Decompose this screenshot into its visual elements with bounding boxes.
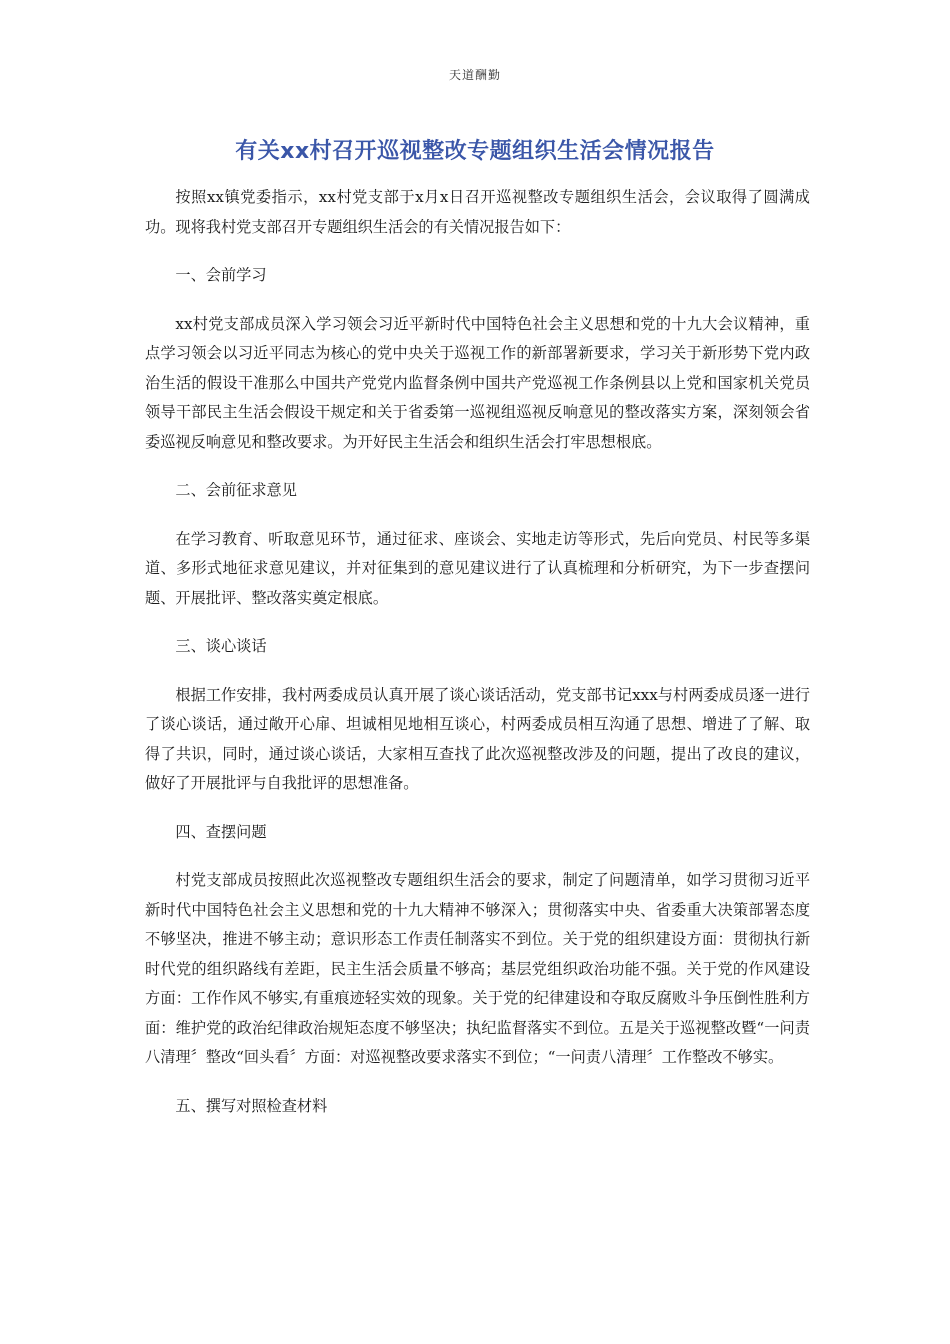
page-header: 天道酬勤 bbox=[448, 68, 501, 82]
section-body-2: 在学习教育、听取意见环节，通过征求、座谈会、实地走访等形式，先后向党员、村民等多渠道、多形式地征求意见建议，并对征集到的意见建议进行了认真梳理和分析研究，为下一步查摆问题、开展批评、整改落实奠定根底。 bbox=[145, 529, 810, 607]
intro-paragraph: 按照xx镇党委指示，xx村党支部于x月x日召开巡视整改专题组织生活会，会议取得了圆满成功。现将我村党支部召开专题组织生活会的有关情况报告如下： bbox=[145, 188, 810, 236]
section-body-4: 村党支部成员按照此次巡视整改专题组织生活会的要求，制定了问题清单，如学习贯彻习近平新时代中国特色社会主义思想和党的十九大精神不够深入；贯彻落实中央、省委重大决策部署态度不够坚决，推进不够主动；意识形态工作责任制落实不到位。关于党的组织建设方面：贯彻执行新时代党的组织路线有差距，民主生活会质量不够高；基层党组织政治功能不强。关于党的作风建设方面：工作作风不够实,有重痕迹轻实效的现象。关于党的纪律建设和夺取反腐败斗争压倒性胜利方面：维护党的政治纪律政治规矩态度不够坚决；执纪监督落实不到位。五是关于巡视整改暨“一问责八清理〞整改“回头看〞方面：对巡视整改要求落实不到位；“一问责八清理〞工作整改不够实。 bbox=[145, 871, 810, 1066]
section-heading-4: 四、查摆问题 bbox=[175, 822, 267, 841]
section-body-1: xx村党支部成员深入学习领会习近平新时代中国特色社会主义思想和党的十九大会议精神，重点学习领会以习近平同志为核心的党中央关于巡视工作的新部署新要求，学习关于新形势下党内政治生活的假设干准那么中国共产党党内监督条例中国共产党巡视工作条例县以上党和国家机关党员领导干部民主生活会假设干规定和关于省委第一巡视组巡视反响意见的整改落实方案，深刻领会省委巡视反响意见和整改要求。为开好民主生活会和组织生活会打牢思想根底。 bbox=[145, 314, 810, 451]
section-body-3: 根据工作安排，我村两委成员认真开展了谈心谈话活动，党支部书记xxx与村两委成员逐一进行了谈心谈话，通过敞开心扉、坦诚相见地相互谈心，村两委成员相互沟通了思想、增进了了解、取得了共识，同时，通过谈心谈话，大家相互查找了此次巡视整改涉及的问题，提出了改良的建议，做好了开展批评与自我批评的思想准备。 bbox=[145, 685, 810, 792]
document-title: 有关xx村召开巡视整改专题组织生活会情况报告 bbox=[235, 139, 715, 164]
section-heading-2: 二、会前征求意见 bbox=[175, 481, 297, 499]
section-heading-3: 三、谈心谈话 bbox=[175, 637, 267, 655]
section-heading-1: 一、会前学习 bbox=[175, 266, 267, 284]
section-heading-5: 五、撰写对照检查材料 bbox=[175, 1096, 328, 1115]
document-body bbox=[145, 183, 810, 1140]
